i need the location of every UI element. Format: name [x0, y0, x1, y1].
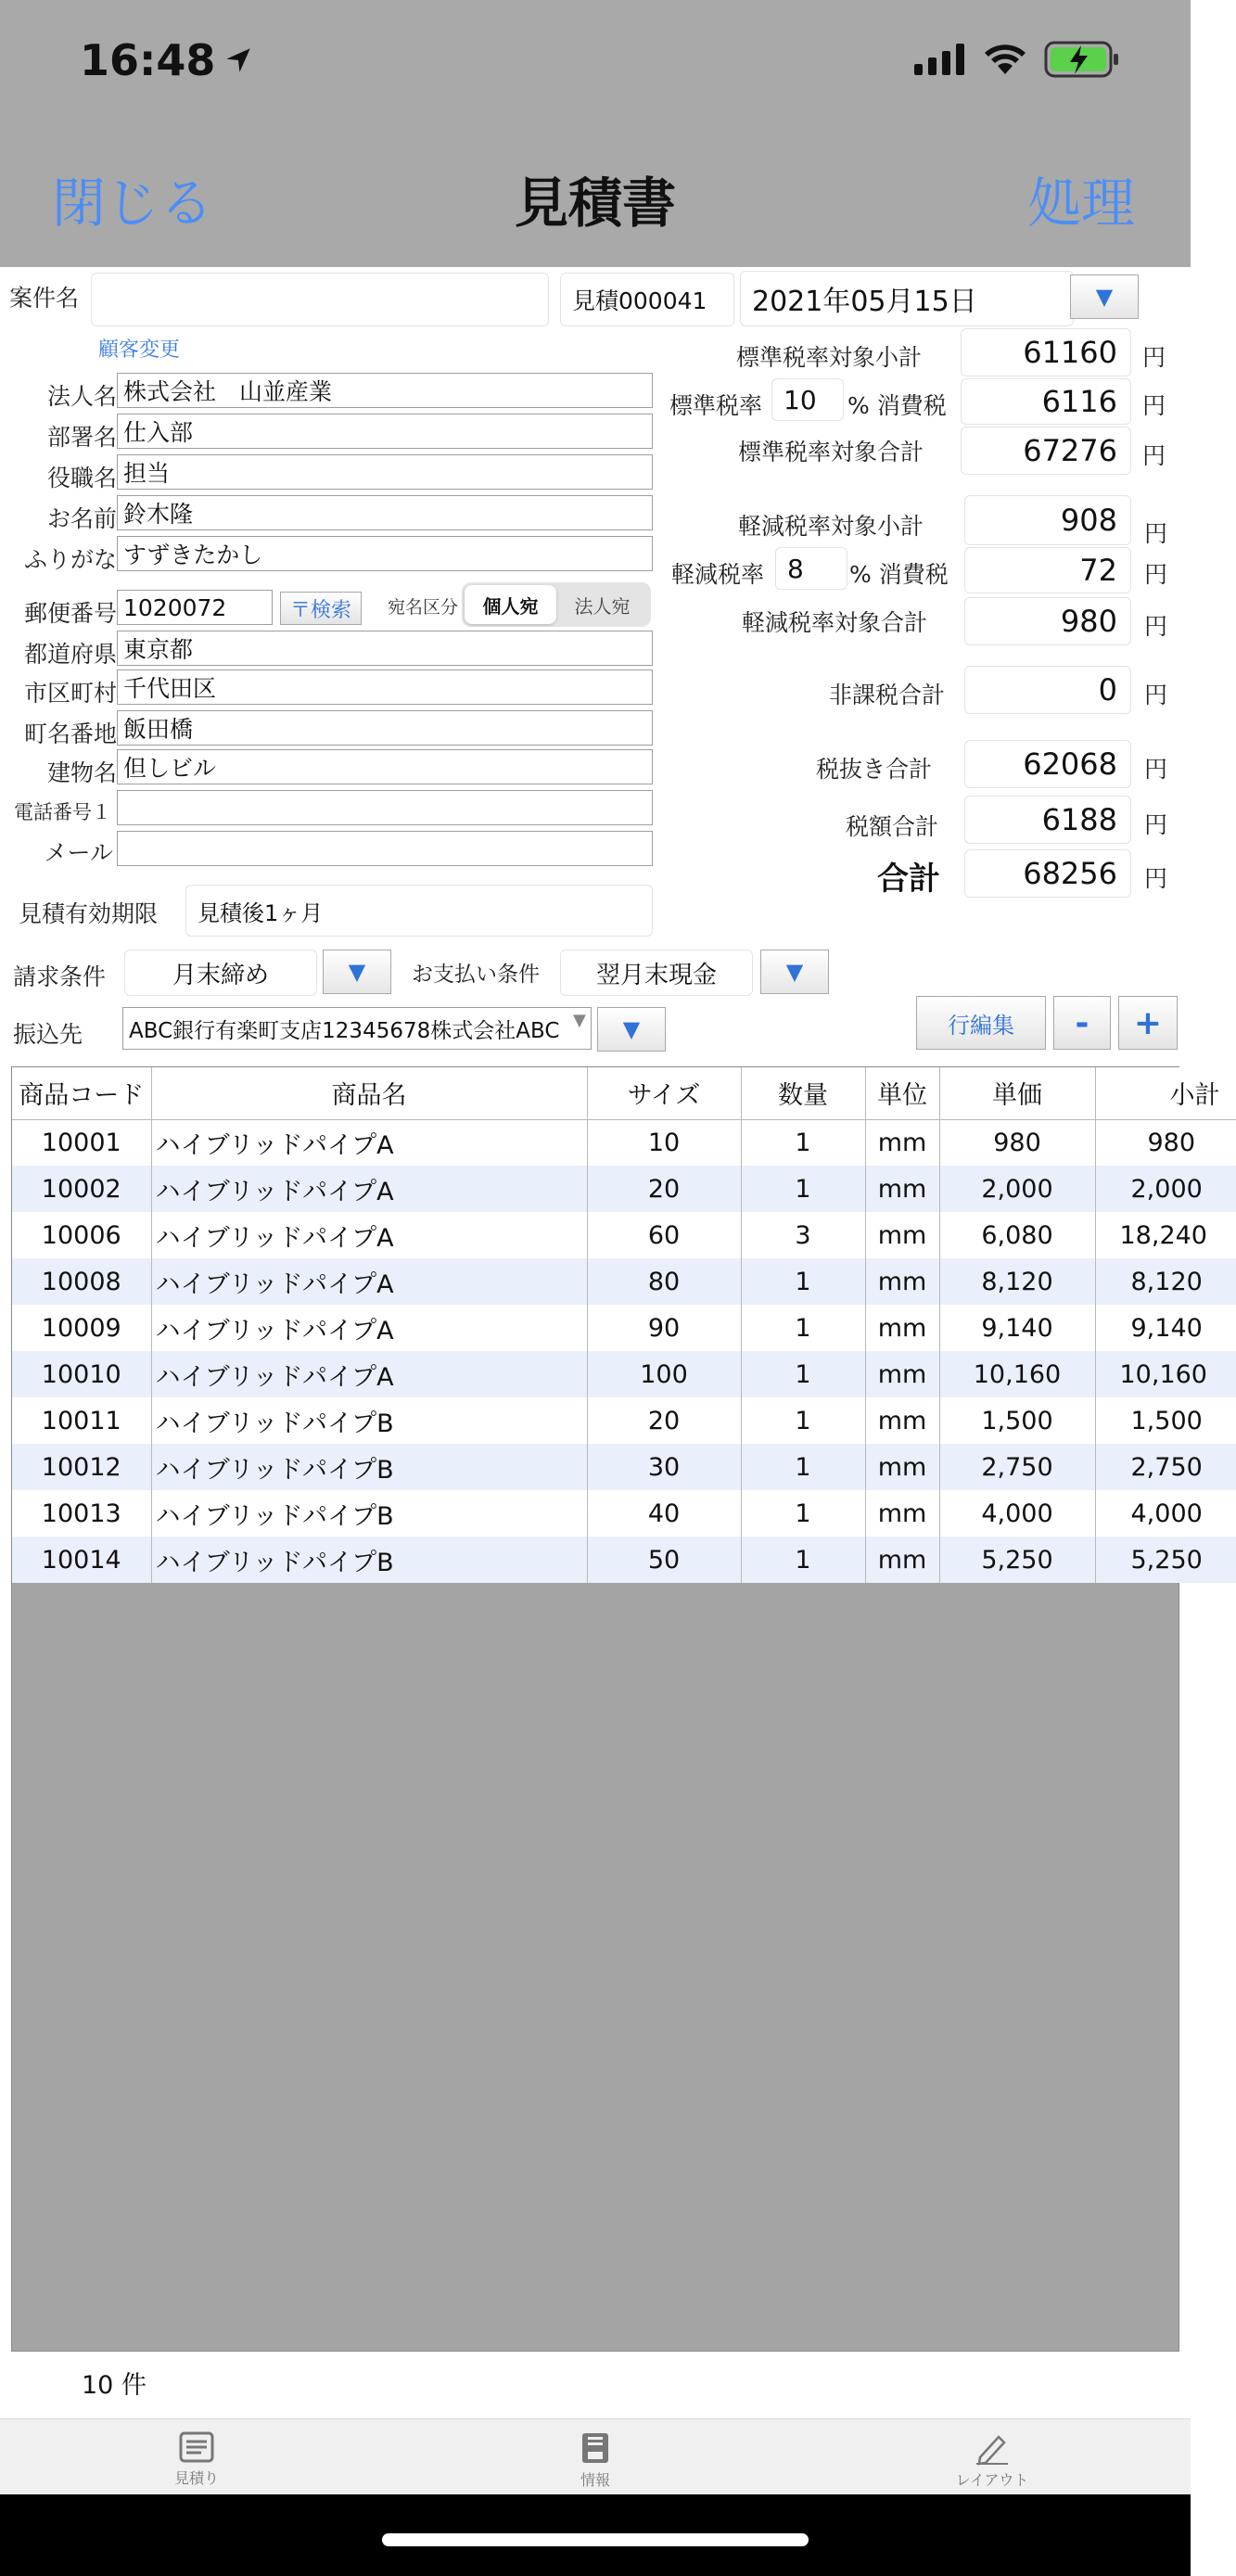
- pretax-yen: 円: [1144, 756, 1168, 783]
- cell-price: 9,140: [939, 1305, 1095, 1351]
- cell-price: 8,120: [939, 1258, 1095, 1305]
- cell-size: 50: [587, 1537, 741, 1583]
- cell-unit: mm: [865, 1537, 939, 1583]
- cell-unit: mm: [865, 1444, 939, 1490]
- role-name-input[interactable]: 担当: [117, 454, 653, 490]
- billing-dropdown-button[interactable]: [323, 950, 391, 994]
- cell-price: 2,000: [939, 1166, 1095, 1212]
- std-total-yen: 円: [1142, 442, 1166, 469]
- header-unit[interactable]: 単位: [865, 1067, 939, 1119]
- reduced-tax-label: % 消費税: [849, 561, 949, 588]
- cell-subtotal: 4,000: [1095, 1490, 1236, 1537]
- tax-sum-value: 6188: [964, 796, 1131, 844]
- cell-name: ハイブリッドパイプA: [151, 1119, 587, 1166]
- billing-label: 請求条件: [13, 963, 107, 990]
- prefecture-label: 都道府県: [23, 641, 117, 668]
- dept-name-input[interactable]: 仕入部: [117, 414, 653, 449]
- transfer-caret-icon: ▼: [573, 1011, 586, 1030]
- page-title: 見積書: [514, 172, 676, 235]
- pencil-icon: [975, 2431, 1010, 2465]
- transfer-dropdown-button[interactable]: [597, 1007, 666, 1052]
- wifi-icon: [983, 43, 1027, 76]
- cell-qty: 1: [741, 1119, 865, 1166]
- header-product-name[interactable]: 商品名: [151, 1067, 587, 1119]
- row-edit-button[interactable]: 行編集: [916, 996, 1046, 1050]
- table-row[interactable]: [12, 1351, 1236, 1397]
- pretax-label: 税抜き合計: [816, 756, 933, 783]
- pretax-value: 62068: [964, 740, 1131, 788]
- case-name-label: 案件名: [9, 285, 80, 312]
- cell-name: ハイブリッドパイプA: [151, 1258, 587, 1305]
- reduced-total-value: 980: [964, 597, 1131, 645]
- cell-code: 10014: [12, 1537, 151, 1583]
- std-subtotal-label: 標準税率対象小計: [736, 344, 923, 371]
- cell-price: 980: [939, 1119, 1095, 1166]
- table-row[interactable]: [12, 1212, 1236, 1258]
- building-label: 建物名: [46, 759, 117, 786]
- cell-code: 10012: [12, 1444, 151, 1490]
- cell-code: 10006: [12, 1212, 151, 1258]
- grand-total-yen: 円: [1144, 865, 1168, 892]
- cell-name: ハイブリッドパイプA: [151, 1351, 587, 1397]
- cell-size: 10: [587, 1119, 741, 1166]
- nontax-value: 0: [964, 666, 1131, 714]
- cell-qty: 1: [741, 1397, 865, 1444]
- phone-label: 電話番号１: [14, 801, 111, 823]
- std-tax-yen: 円: [1142, 392, 1166, 419]
- address-type-corporate[interactable]: 法人宛: [574, 594, 631, 618]
- role-name-label: 役職名: [46, 465, 117, 491]
- grand-total-label: 合計: [877, 861, 940, 898]
- cell-code: 10002: [12, 1166, 151, 1212]
- dept-name-label: 部署名: [46, 424, 117, 451]
- cell-price: 10,160: [939, 1351, 1095, 1397]
- cell-unit: mm: [865, 1119, 939, 1166]
- cell-subtotal: 2,000: [1095, 1166, 1236, 1212]
- tab-estimate[interactable]: [104, 2431, 289, 2488]
- cell-name: ハイブリッドパイプB: [151, 1490, 587, 1537]
- cell-subtotal: 2,750: [1095, 1444, 1236, 1490]
- estimate-number: 見積000041: [560, 273, 734, 326]
- cell-code: 10011: [12, 1397, 151, 1444]
- cell-qty: 1: [741, 1305, 865, 1351]
- reduced-total-yen: 円: [1144, 613, 1168, 640]
- cell-price: 4,000: [939, 1490, 1095, 1537]
- tax-sum-label: 税額合計: [846, 813, 939, 840]
- signal-icon: [914, 44, 966, 75]
- nontax-label: 非課税合計: [829, 682, 946, 708]
- reduced-subtotal-value: 908: [964, 495, 1131, 545]
- transfer-value: ABC銀行有楽町支店12345678株式会社ABC: [129, 1018, 560, 1043]
- battery-charging-icon: [1044, 41, 1120, 78]
- transfer-select[interactable]: [122, 1007, 592, 1050]
- std-total-value: 67276: [961, 427, 1131, 475]
- process-button[interactable]: 処理: [1027, 172, 1136, 235]
- std-total-label: 標準税率対象合計: [738, 439, 924, 465]
- case-name-input[interactable]: [91, 273, 549, 326]
- cell-qty: 1: [741, 1351, 865, 1397]
- table-row[interactable]: [12, 1119, 1236, 1166]
- cell-name: ハイブリッドパイプB: [151, 1397, 587, 1444]
- person-name-input[interactable]: 鈴木隆: [117, 495, 653, 530]
- header-subtotal[interactable]: 小計: [1095, 1067, 1236, 1119]
- date-dropdown-button[interactable]: [1070, 274, 1139, 319]
- furigana-label: ふりがな: [23, 546, 117, 573]
- cell-code: 10009: [12, 1305, 151, 1351]
- furigana-input[interactable]: すずきたかし: [117, 536, 653, 571]
- street-input[interactable]: 飯田橋: [117, 710, 653, 746]
- cell-qty: 1: [741, 1258, 865, 1305]
- std-tax-value: 6116: [961, 378, 1131, 425]
- cell-name: ハイブリッドパイプA: [151, 1166, 587, 1212]
- payment-label: お支払い条件: [412, 963, 540, 987]
- cell-name: ハイブリッドパイプB: [151, 1444, 587, 1490]
- cell-subtotal: 5,250: [1095, 1537, 1236, 1583]
- cell-subtotal: 9,140: [1095, 1305, 1236, 1351]
- corp-name-label: 法人名: [46, 383, 117, 410]
- city-input[interactable]: 千代田区: [117, 670, 653, 705]
- tab-info-label: 情報: [580, 2471, 610, 2489]
- cell-name: ハイブリッドパイプA: [151, 1212, 587, 1258]
- phone-input[interactable]: [117, 790, 653, 825]
- triangle-down-icon: ▼: [348, 959, 366, 985]
- header-product-code[interactable]: 商品コード: [12, 1067, 151, 1119]
- table-row[interactable]: [12, 1490, 1236, 1537]
- cell-price: 6,080: [939, 1212, 1095, 1258]
- zip-search-button[interactable]: 〒検索: [280, 592, 362, 625]
- cell-name: ハイブリッドパイプB: [151, 1537, 587, 1583]
- line-items-table: [11, 1066, 1220, 2352]
- payment-dropdown-button[interactable]: [760, 950, 829, 994]
- table-row[interactable]: [12, 1537, 1236, 1583]
- table-row[interactable]: [12, 1166, 1236, 1212]
- address-type-personal[interactable]: 個人宛: [465, 585, 556, 624]
- tab-estimate-label: 見積り: [173, 2469, 219, 2487]
- table-header-row: [12, 1067, 1236, 1119]
- building-input[interactable]: 但しビル: [117, 749, 653, 784]
- table-row[interactable]: [12, 1305, 1236, 1351]
- reduced-tax-value: 72: [964, 547, 1131, 593]
- cell-unit: mm: [865, 1305, 939, 1351]
- cell-size: 20: [587, 1166, 741, 1212]
- prefecture-input[interactable]: 東京都: [117, 631, 653, 666]
- address-type-segmented-control: [462, 582, 651, 627]
- cell-price: 1,500: [939, 1397, 1095, 1444]
- std-rate-label: 標準税率: [669, 392, 763, 419]
- cell-unit: mm: [865, 1490, 939, 1537]
- cell-unit: mm: [865, 1397, 939, 1444]
- cell-name: ハイブリッドパイプA: [151, 1305, 587, 1351]
- cell-price: 2,750: [939, 1444, 1095, 1490]
- email-label: メール: [44, 839, 113, 866]
- triangle-down-icon: ▼: [785, 959, 804, 985]
- cell-subtotal: 1,500: [1095, 1397, 1236, 1444]
- cell-subtotal: 980: [1095, 1119, 1236, 1166]
- reduced-total-label: 軽減税率対象合計: [742, 609, 928, 636]
- table-row[interactable]: [12, 1258, 1236, 1305]
- address-type-label: 宛名区分: [388, 597, 459, 618]
- cell-size: 100: [587, 1351, 741, 1397]
- cell-subtotal: 18,240: [1095, 1212, 1236, 1258]
- header-quantity[interactable]: 数量: [741, 1067, 865, 1119]
- payment-select[interactable]: 翌月末現金: [560, 950, 753, 996]
- cell-size: 90: [587, 1305, 741, 1351]
- grand-total-value: 68256: [964, 849, 1131, 898]
- record-count: 10 件: [82, 2371, 147, 2400]
- cell-code: 10010: [12, 1351, 151, 1397]
- cell-qty: 1: [741, 1444, 865, 1490]
- tab-layout-label: レイアウト: [955, 2471, 1029, 2489]
- cell-subtotal: 8,120: [1095, 1258, 1236, 1305]
- status-bar-time: 16:48: [80, 35, 254, 85]
- person-name-label: お名前: [46, 505, 117, 532]
- corp-name-input[interactable]: 株式会社 山並産業: [117, 373, 653, 408]
- estimate-date[interactable]: 2021年05月15日: [740, 271, 1074, 326]
- cell-price: 5,250: [939, 1537, 1095, 1583]
- triangle-down-icon: ▼: [622, 1016, 641, 1042]
- nontax-yen: 円: [1144, 682, 1168, 708]
- tab-info[interactable]: [503, 2431, 688, 2490]
- status-bar-icons: [914, 41, 1120, 78]
- cell-qty: 1: [741, 1537, 865, 1583]
- home-indicator[interactable]: [382, 2533, 809, 2546]
- close-button[interactable]: 閉じる: [52, 172, 214, 235]
- info-icon: [580, 2431, 610, 2465]
- cell-qty: 3: [741, 1212, 865, 1258]
- reduced-rate-input[interactable]: 8: [775, 547, 847, 590]
- std-subtotal-yen: 円: [1142, 344, 1166, 371]
- cell-size: 80: [587, 1258, 741, 1305]
- document-icon: [179, 2431, 214, 2463]
- header-size[interactable]: サイズ: [587, 1067, 741, 1119]
- cell-unit: mm: [865, 1212, 939, 1258]
- reduced-subtotal-yen: 円: [1144, 520, 1168, 547]
- city-label: 市区町村: [23, 680, 117, 707]
- customer-change-link[interactable]: 顧客変更: [98, 338, 181, 362]
- cell-code: 10001: [12, 1119, 151, 1166]
- table-row[interactable]: [12, 1444, 1236, 1490]
- reduced-rate-label: 軽減税率: [671, 561, 765, 588]
- cell-unit: mm: [865, 1258, 939, 1305]
- triangle-down-icon: ▼: [1095, 284, 1114, 310]
- cell-unit: mm: [865, 1166, 939, 1212]
- tax-sum-yen: 円: [1144, 811, 1168, 838]
- reduced-tax-yen: 円: [1144, 561, 1168, 588]
- reduced-subtotal-label: 軽減税率対象小計: [738, 513, 924, 540]
- remove-row-button[interactable]: -: [1053, 996, 1111, 1050]
- tab-layout[interactable]: [899, 2431, 1085, 2490]
- billing-select[interactable]: 月末締め: [124, 950, 317, 996]
- cell-size: 40: [587, 1490, 741, 1537]
- validity-label: 見積有効期限: [19, 900, 159, 927]
- cell-qty: 1: [741, 1490, 865, 1537]
- cell-qty: 1: [741, 1166, 865, 1212]
- cell-size: 20: [587, 1397, 741, 1444]
- cell-subtotal: 10,160: [1095, 1351, 1236, 1397]
- std-subtotal-value: 61160: [961, 328, 1131, 376]
- header-unit-price[interactable]: 単価: [939, 1067, 1095, 1119]
- std-rate-input[interactable]: 10: [771, 378, 844, 421]
- cell-size: 30: [587, 1444, 741, 1490]
- cell-code: 10008: [12, 1258, 151, 1305]
- street-label: 町名番地: [23, 721, 117, 747]
- table-row[interactable]: [12, 1397, 1236, 1444]
- std-tax-label: % 消費税: [847, 392, 947, 419]
- validity-input[interactable]: 見積後1ヶ月: [185, 885, 653, 937]
- zip-label: 郵便番号: [23, 600, 117, 627]
- transfer-label: 振込先: [13, 1021, 83, 1048]
- location-arrow-icon: [223, 45, 254, 76]
- zip-input[interactable]: 1020072: [117, 590, 273, 625]
- email-input[interactable]: [117, 831, 653, 866]
- add-row-button[interactable]: +: [1118, 996, 1178, 1050]
- cell-code: 10013: [12, 1490, 151, 1537]
- cell-unit: mm: [865, 1351, 939, 1397]
- cell-size: 60: [587, 1212, 741, 1258]
